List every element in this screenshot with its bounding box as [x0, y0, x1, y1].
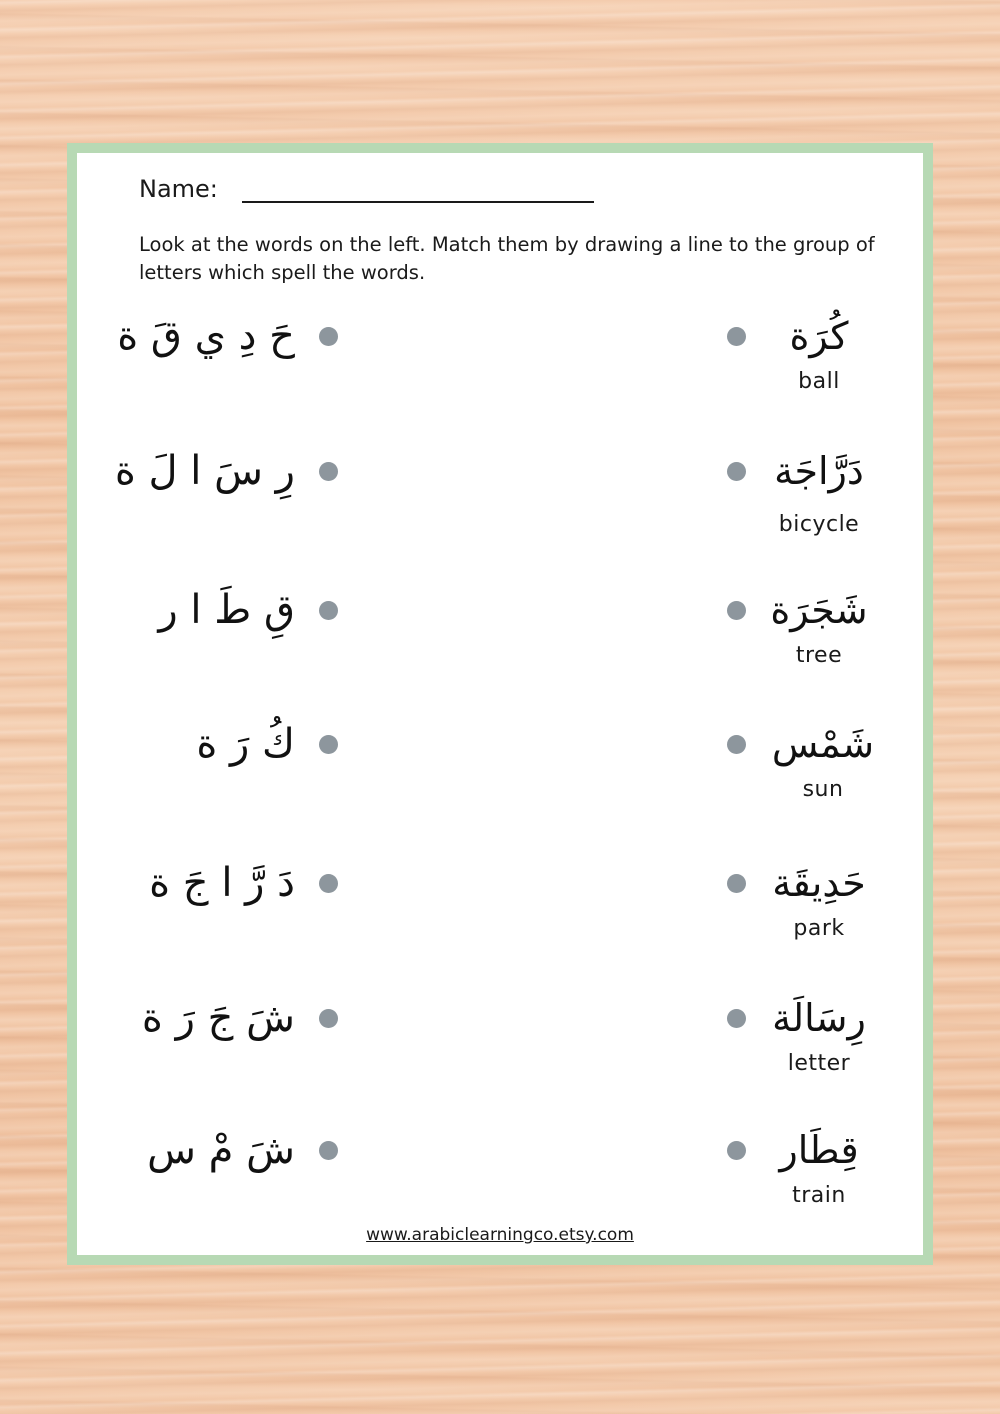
- english-meaning: park: [793, 916, 845, 941]
- right-dot[interactable]: [727, 327, 746, 346]
- footer: [77, 1225, 923, 1245]
- letter-group: قِ طَ ا ر: [158, 587, 295, 633]
- word-block: [749, 436, 889, 537]
- english-meaning: tree: [795, 643, 843, 668]
- right-dot[interactable]: [727, 1009, 746, 1028]
- worksheet-frame: [67, 143, 933, 1265]
- arabic-word: دَرَّاجَة: [774, 449, 864, 493]
- left-dot[interactable]: [319, 874, 338, 893]
- right-dot[interactable]: [727, 462, 746, 481]
- arabic-word: قِطَار: [779, 1128, 859, 1172]
- word-block: [749, 983, 889, 1076]
- right-dot[interactable]: [727, 874, 746, 893]
- english-meaning: letter: [787, 1051, 851, 1076]
- left-dot[interactable]: [319, 462, 338, 481]
- left-dot[interactable]: [319, 601, 338, 620]
- left-dot[interactable]: [319, 1141, 338, 1160]
- match-row: [77, 709, 923, 839]
- word-block: [749, 301, 889, 394]
- footer-link[interactable]: www.arabiclearningco.etsy.com: [366, 1225, 634, 1245]
- arabic-word: شَجَرَة: [770, 588, 868, 632]
- letter-group: دَ رَّ ا جَ ة: [149, 860, 295, 906]
- name-row: [139, 175, 594, 203]
- match-row: [77, 848, 923, 978]
- letter-group: شَ جَ رَ ة: [141, 995, 295, 1041]
- right-dot[interactable]: [727, 735, 746, 754]
- match-row: [77, 301, 923, 431]
- english-meaning: sun: [802, 777, 844, 802]
- english-meaning: bicycle: [778, 512, 860, 537]
- letter-group: كُ رَ ة: [196, 721, 295, 767]
- name-label: Name:: [139, 175, 218, 203]
- word-block: [749, 1115, 889, 1208]
- left-dot[interactable]: [319, 327, 338, 346]
- arabic-word: حَدِيقَة: [772, 861, 866, 905]
- arabic-word: شَمْس: [771, 722, 875, 766]
- match-row: [77, 983, 923, 1113]
- english-meaning: train: [792, 1183, 846, 1208]
- letter-group: حَ دِ ي قَ ة: [117, 313, 295, 359]
- match-row: [77, 436, 923, 566]
- right-dot[interactable]: [727, 601, 746, 620]
- left-dot[interactable]: [319, 1009, 338, 1028]
- arabic-word: رِسَالَة: [772, 996, 866, 1040]
- arabic-word: كُرَة: [789, 314, 849, 358]
- letter-group: شَ مْ س: [147, 1127, 295, 1173]
- left-dot[interactable]: [319, 735, 338, 754]
- instructions: Look at the words on the left. Match them by drawing a line to the group of letters which spell the words.: [139, 233, 875, 284]
- letter-group: رِ سَ ا لَ ة: [114, 448, 295, 494]
- word-block: [749, 848, 889, 941]
- match-row: [77, 575, 923, 705]
- worksheet-page: [77, 153, 923, 1255]
- right-dot[interactable]: [727, 1141, 746, 1160]
- name-line[interactable]: [242, 177, 594, 203]
- english-meaning: ball: [798, 369, 840, 394]
- word-block: [749, 575, 889, 668]
- word-block: [753, 709, 893, 802]
